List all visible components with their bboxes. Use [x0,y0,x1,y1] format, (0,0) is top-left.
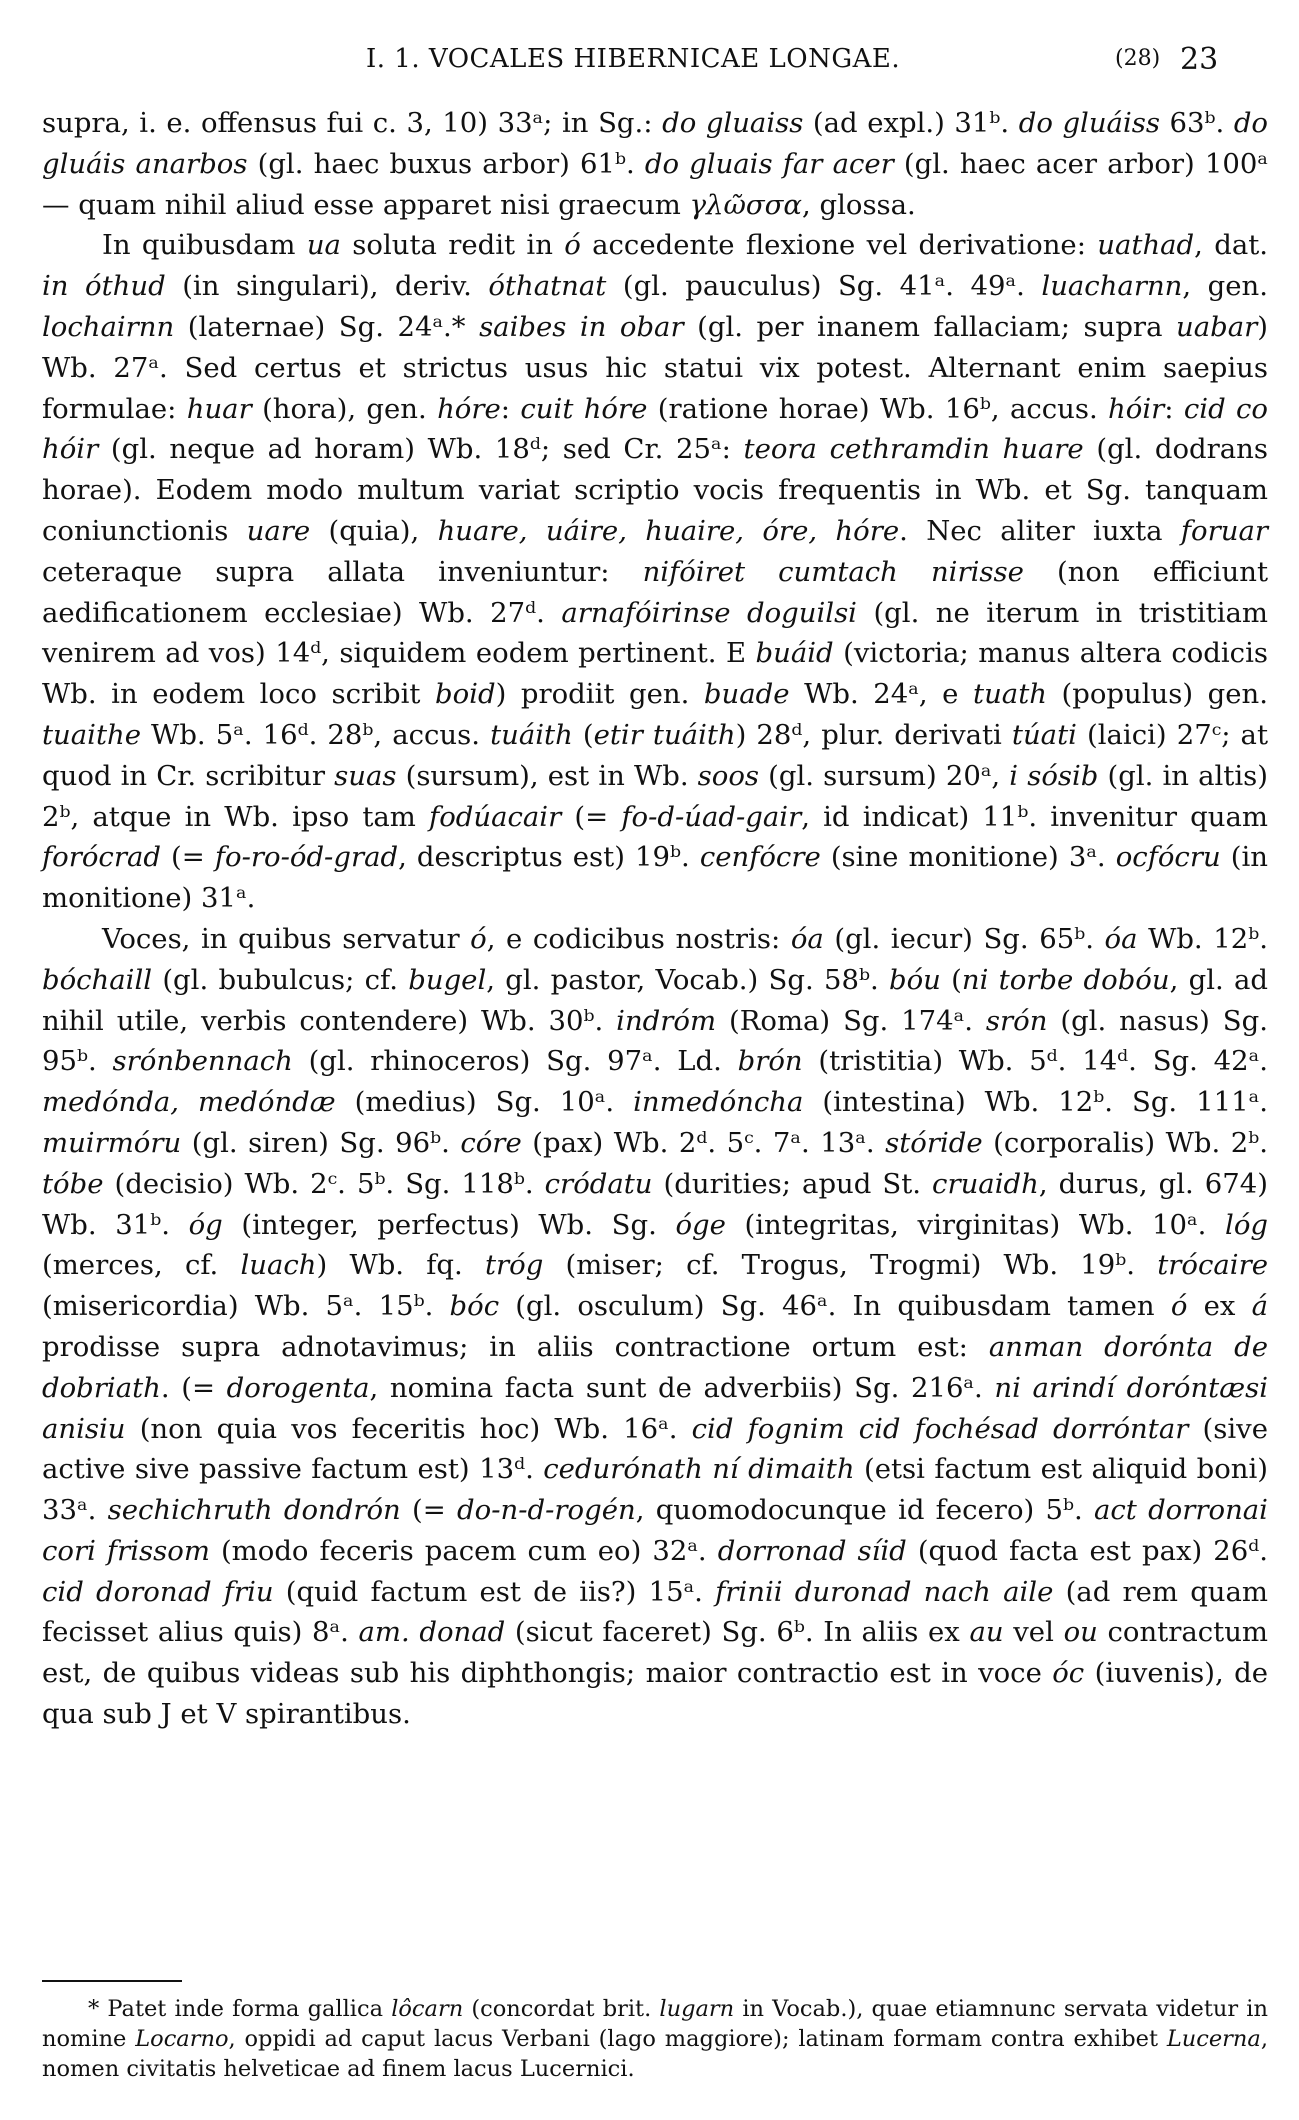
italic-term: bóchaill [42,963,153,996]
italic-term: indróm [616,1004,717,1037]
italic-term: fo-d-úad-gair [621,800,802,833]
text-run: (populus) gen. [1046,678,1268,711]
text-run: (Roma) Sg. 174ᵃ. [716,1004,986,1037]
italic-term: lôcarn [391,1996,464,2022]
italic-term: cruaidh [932,1167,1039,1200]
italic-term: fodúacair [429,800,562,833]
italic-term: muirmóru [42,1126,182,1159]
text-run: (victoria; manus altera codicis Wb. in eodem loco scribit [42,637,1268,711]
italic-term: arnafóirinse doguilsi [561,596,857,629]
italic-term: au [969,1616,1004,1649]
text-run: (laici) 27ᶜ; at quod in Cr. scribitur [42,718,1268,792]
text-run: (gl. pauculus) Sg. 41ᵃ. 49ᵃ. [606,270,1042,303]
italic-term: dorronad síid [717,1534,907,1567]
text-run: (ad rem quam fecisset alius quis) 8ᵃ. [42,1575,1268,1649]
italic-term: ó [564,229,581,262]
text-run: , nomen civitatis helveticae ad finem lacus Lucernici. [42,2026,1268,2082]
text-run: (miser; cf. Trogus, Trogmi) Wb. 19ᵇ. [543,1249,1158,1282]
italic-term: ó [470,922,487,955]
italic-term: bóu [889,963,941,996]
italic-term: óc [1052,1657,1085,1690]
text-run: ( [572,718,594,751]
italic-term: fo-ro-ód-grad [214,841,399,874]
text-run: (decisio) Wb. 2ᶜ. 5ᵇ. Sg. 118ᵇ. [103,1167,545,1200]
italic-term: trócaire [1157,1249,1268,1282]
text-run: * Patet inde forma gallica [88,1996,392,2022]
text-run: (ad expl.) 31ᵇ. [803,107,1019,139]
italic-term: Locarno [135,2026,229,2052]
italic-term: córe [460,1126,522,1159]
italic-term: tuáith [490,718,573,751]
italic-term: ni arindí doróntæsi anisiu [42,1371,1268,1445]
italic-term: foróc​rad [42,841,161,874]
italic-term: nifóiret cumtach nirisse [642,555,1024,588]
italic-term: buáid [755,637,834,670]
text-run: Voces, in quibus servatur [102,922,471,955]
text-run: (gl. sursum) 20ᵃ, [759,759,1010,792]
text-run: (= [561,800,622,833]
italic-term: tuath [973,678,1047,711]
text-run: : [500,392,521,425]
text-run: (gl. neque ad horam) Wb. 18ᵈ; sed Cr. 25ᵃ: [98,433,744,466]
text-run: (merces, cf. [42,1249,241,1282]
text-run: (sive active sive passive factum est) 13ᵈ. [42,1412,1268,1486]
italic-term: am. donad [358,1616,506,1649]
italic-term: inmedóncha [633,1086,804,1119]
text-run: In quibusdam [102,229,307,262]
italic-term: in óthud [42,270,166,303]
text-run: ) prodiit gen. [495,678,704,711]
italic-term: buade [703,678,790,711]
text-run: ) 28ᵈ, plur. derivati [735,718,1012,751]
text-run: (medius) Sg. 10ᵃ. [335,1086,634,1119]
italic-term: act dorronai cori frissom [42,1494,1268,1567]
italic-term: uathad [1097,229,1195,262]
text-run: Wb. 24ᵃ, e [789,678,974,711]
main-text [42,103,1268,1735]
text-run: (gl. iecur) Sg. 65ᵇ. [823,922,1105,955]
text-run: (modo feceris pacem cum eo) 32ᵃ. [209,1534,718,1567]
italic-term: óa [790,922,824,955]
italic-term: óa [1104,922,1138,955]
text-run: (laternae) Sg. 24ᵃ.* [174,310,480,343]
text-run: , gl. ad nihil utile, verbis contendere) Wb. 30ᵇ. [42,963,1268,1037]
text-run: (gl. dodrans horae). Eodem modo multum variat scriptio vocis frequentis in Wb. et Sg. tanquam coniunctionis [42,433,1269,547]
text-run: (= [160,841,215,874]
italic-term: lóg [1225,1208,1268,1241]
text-run: (pax) Wb. 2ᵈ. 5ᶜ. 7ᵃ. 13ᵃ. [521,1126,886,1159]
text-run: (in monitione) 31ᵃ. [42,841,1268,915]
footnote-divider [42,1980,182,1982]
text-run: ( [940,963,962,996]
paragraph [42,103,1268,225]
header-title: I. 1. VOCALES HIBERNICAE LONGAE. [366,44,901,74]
text-run: . (= [160,1371,227,1404]
italic-term: γλῶσσα [689,188,802,221]
italic-term: luacharnn [1041,270,1183,303]
text-run: , id indicat) 11ᵇ. invenitur quam [801,800,1268,833]
text-run: (concordat brit. [463,1996,660,2022]
text-run: contractum est, de quibus videas sub his diphthongis; maior contractio est in voce [42,1616,1269,1690]
italic-term: cid fognim cid fochésad dorróntar [691,1412,1189,1445]
italic-term: uabar [1176,310,1258,343]
running-header [0,40,1299,80]
italic-term: á [1251,1290,1268,1323]
italic-term: srónbennach [112,1045,293,1078]
text-run: (tristitia) Wb. 5ᵈ. 14ᵈ. Sg. 42ᵃ. [802,1045,1268,1078]
italic-term: do gluáiss [1018,107,1160,139]
text-run: (corporalis) Wb. 2ᵇ. [982,1126,1268,1159]
italic-term: cid co hóir [42,392,1268,466]
italic-term: ó [1170,1290,1188,1323]
italic-term: cuit hóre [520,392,648,425]
italic-term: teora cethramdin huare [743,433,1084,466]
text-run: (= [400,1494,458,1527]
italic-term: ocfócru [1115,841,1221,874]
italic-term: frinii duronad nach aile [715,1575,1054,1608]
italic-term: suas [334,759,397,792]
text-run: Wb. 12ᵇ. [1137,922,1268,955]
text-run: prodisse supra adnotavimus; in aliis contractione ortum est: [42,1330,989,1363]
text-run: (sicut faceret) Sg. 6ᵇ. In aliis ex [505,1616,970,1649]
italic-term: medónda, medóndæ [42,1086,336,1119]
italic-term: ni torbe dobóu [961,963,1170,996]
italic-term: cródatu [544,1167,653,1200]
text-run: (hora), gen. [251,392,438,425]
text-run: (gl. ne iterum in tristitiam venirem ad vos) 14ᵈ, siquidem eodem pertinent. E [42,596,1268,670]
italic-term: tóbe [42,1167,104,1200]
text-run: 63ᵇ. [1159,107,1234,139]
text-run: (non quia vos feceritis hoc) Wb. 16ᵃ. [125,1412,692,1445]
italic-term: hóre [437,392,501,425]
header-section-number: (28) [1115,46,1161,71]
paragraph [42,919,1268,1735]
text-run: , nomina facta sunt de adverbiis) Sg. 216ᵃ. [369,1371,995,1404]
text-run: (quid factum est de iis?) 15ᵃ. [273,1575,716,1608]
italic-term: srón [985,1004,1048,1037]
text-run: , gen. [1182,270,1268,303]
text-run: , quomodocunque id fecero) 5ᵇ. [635,1494,1094,1527]
italic-term: soos [697,759,760,792]
paragraph [42,225,1268,919]
italic-term: cedurónath ní dimaith [543,1453,855,1486]
italic-term: óge [675,1208,726,1241]
text-run: , descriptus est) 19ᵇ. [398,841,700,874]
italic-term: bugel [408,963,487,996]
text-run: (durities; apud St. [652,1167,933,1200]
text-run: ) Wb. fq. [316,1249,485,1282]
text-run: , glossa. [802,188,916,221]
italic-term: óg [188,1208,223,1241]
text-run: (gl. per inanem fallaciam; supra [683,310,1176,343]
text-run: ceteraque supra allata inveniuntur: [42,555,643,588]
italic-term: huare, uáire, huaire, óre, hóre [437,514,900,547]
italic-term: saibes in obar [479,310,684,343]
text-run: ex [1187,1290,1252,1323]
text-run: (sursum), est in Wb. [396,759,698,792]
text-run: (gl. haec buxus arbor) 61ᵇ. [247,147,645,180]
italic-term: cenfócre [699,841,821,874]
text-run: , oppidi ad caput lacus Verbani (lago maggiore); latinam formam contra exhibet [228,2026,1167,2052]
text-run: (sine monitione) 3ᵃ. [820,841,1116,874]
text-run: (intestina) Wb. 12ᵇ. Sg. 111ᵃ. [803,1086,1268,1119]
italic-term: bóc [449,1290,500,1323]
text-run: , gl. pastor, Vocab.) Sg. 58ᵇ. [486,963,889,996]
text-run: (quia), [310,514,438,547]
text-run: (in singulari), deriv. [165,270,489,303]
text-run: vel [1003,1616,1064,1649]
italic-term: lugarn [659,1996,735,2022]
italic-term: ua [306,229,341,262]
text-run: (ratione horae) Wb. 16ᵇ, accus. [647,392,1109,425]
italic-term: luach [240,1249,317,1282]
text-run: , durus, gl. 674) Wb. 31ᵇ. [42,1167,1268,1241]
italic-term: cid doronad friu [42,1575,274,1608]
text-run: (gl. bubulcus; cf. [152,963,409,996]
text-run: (integer, perfectus) Wb. Sg. [222,1208,676,1241]
italic-term: i sósib [1009,759,1099,792]
text-run: (non efficiunt aedificationem ecclesiae) Wb. 27ᵈ. [42,555,1269,629]
text-run: . Nec aliter iuxta [899,514,1181,547]
text-run: (gl. nasus) Sg. 95ᵇ. [42,1004,1268,1078]
italic-term: anman doróntа de dobriath [42,1330,1268,1404]
italic-term: uare [246,514,311,547]
italic-term: hóir [1108,392,1165,425]
italic-term: dorogenta [226,1371,370,1404]
text-run: (gl. osculum) Sg. 46ᵃ. In quibusdam tamen [499,1290,1171,1323]
italic-term: óthatnat [488,270,607,303]
italic-term: do gluais far acer [644,147,894,180]
italic-term: foruar [1180,514,1268,547]
italic-term: etir tuáith [593,718,736,751]
text-run: : [1164,392,1184,425]
text-run: (gl. rhinoceros) Sg. 97ᵃ. Ld. [292,1045,738,1078]
italic-term: sechichruth dondrón [107,1494,401,1527]
text-run: (etsi factum est aliquid boni) 33ᵃ. [42,1453,1268,1527]
italic-term: lochairnn [42,310,175,343]
footnote [42,1994,1268,2084]
text-run: Wb. 5ᵃ. 16ᵈ. 28ᵇ, accus. [141,718,491,751]
italic-term: Lucerna [1166,2026,1261,2052]
text-run: , e codicibus nostris: [486,922,791,955]
italic-term: stóride [885,1126,983,1159]
italic-term: tuaithe [42,718,141,751]
text-run: (iuvenis), de qua sub J et V spirantibus. [42,1657,1269,1731]
text-run: soluta redit in [340,229,565,262]
text-run: (integritas, virginitas) Wb. 10ᵃ. [725,1208,1226,1241]
text-run: (gl. siren) Sg. 96ᵇ. [181,1126,461,1159]
text-run: (gl. haec acer arbor) 100ᵃ — quam nihil aliud esse apparet nisi graecum [42,147,1269,221]
text-run: ) Wb. 27ᵃ. Sed certus et strictus usus hic statui vix potest. Alternant enim saepius formulae: [42,310,1268,425]
text-run: (gl. in altis) 2ᵇ, atque in Wb. ipso tam [42,759,1268,833]
italic-term: ou [1063,1616,1098,1649]
italic-term: do gluaiss [662,107,804,139]
text-run: supra, i. e. offensus fui c. 3, 10) 33ᵃ; in Sg.: [42,107,663,139]
italic-term: do gluáis anarbos [42,107,1268,180]
text-run: in Vocab.), quae etiamnunc servata videtur in nomine [42,1996,1268,2052]
italic-term: túati [1011,718,1077,751]
italic-term: brón [737,1045,803,1078]
italic-term: boid [435,678,496,711]
text-run: (quod facta est pax) 26ᵈ. [906,1534,1268,1567]
text-run: , dat. [1194,229,1269,262]
text-run: (misericordia) Wb. 5ᵃ. 15ᵇ. [42,1290,450,1323]
text-run: accedente flexione vel derivatione: [580,229,1098,262]
italic-term: huar [186,392,252,425]
italic-term: do-n-d-rogén [457,1494,636,1527]
italic-term: tróg [484,1249,544,1282]
page-number: 23 [1180,42,1219,77]
